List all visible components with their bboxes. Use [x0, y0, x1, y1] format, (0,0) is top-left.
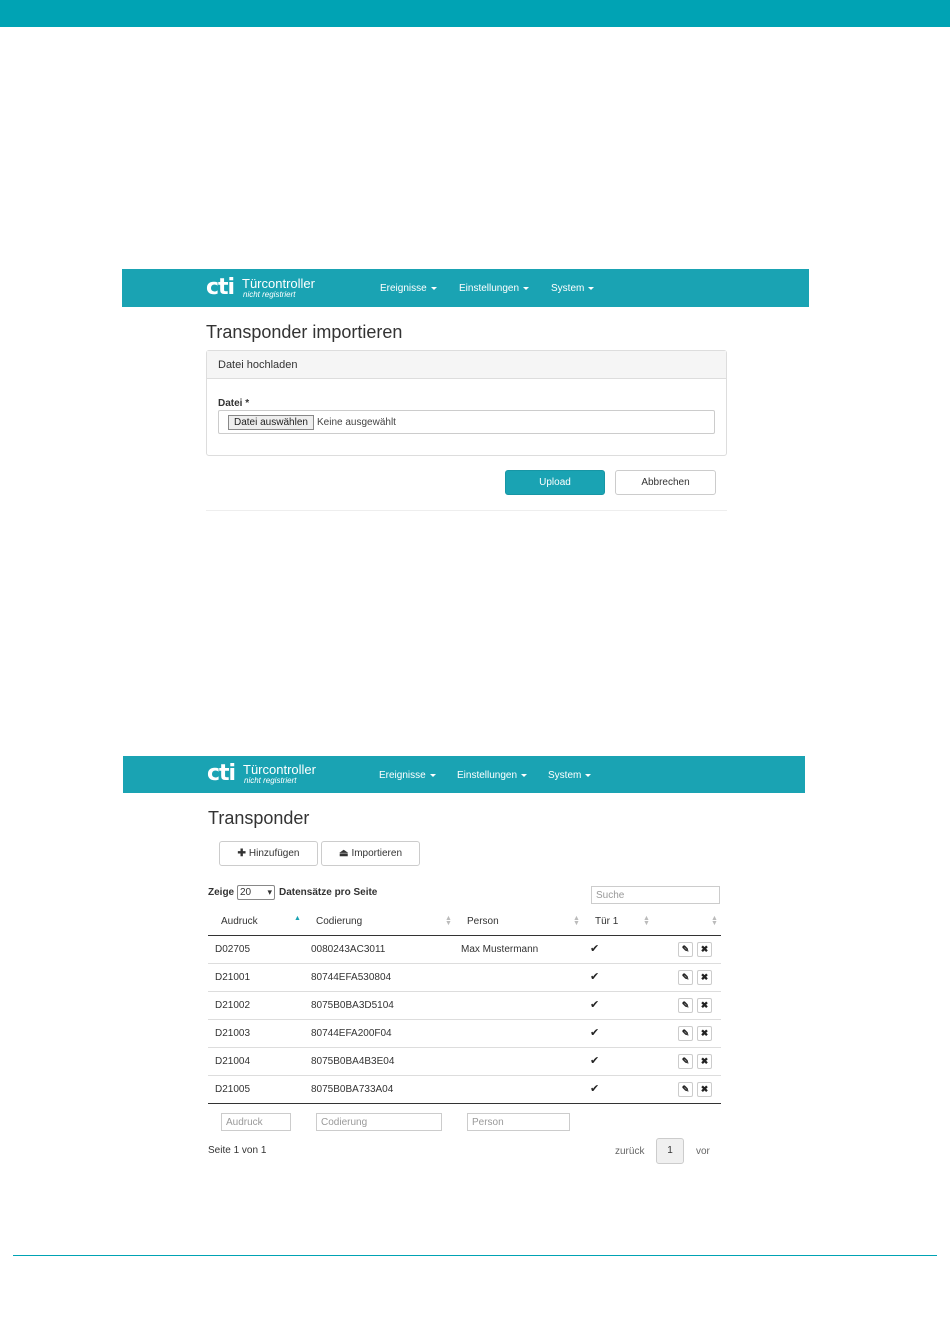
delete-icon[interactable]: ✖ [697, 1026, 712, 1041]
table-header [208, 908, 721, 936]
menu-label: System [551, 283, 585, 294]
table-row [208, 1076, 721, 1104]
import-icon: ⏏ [338, 848, 349, 859]
edit-icon[interactable]: ✎ [678, 1082, 693, 1097]
menu-einstellungen[interactable] [459, 283, 529, 294]
transponder-list-screen [123, 756, 806, 1166]
col-codierung[interactable]: Codierung [316, 916, 363, 927]
sort-icon[interactable]: ▲ ▼ [445, 915, 452, 927]
edit-icon[interactable]: ✎ [678, 1054, 693, 1069]
panel-heading: Datei hochladen [207, 351, 726, 379]
col-person[interactable]: Person [467, 916, 499, 927]
navbar [123, 756, 805, 793]
cell-codierung: 0080243AC3011 [311, 944, 386, 955]
cell-audruck: D02705 [215, 944, 251, 955]
document-bottom-rule [13, 1255, 937, 1256]
file-status: Keine ausgewählt [317, 417, 396, 428]
cell-audruck: D21002 [215, 1000, 251, 1011]
file-label: Datei * [218, 398, 250, 409]
cell-codierung: 8075B0BA4B3E04 [311, 1056, 395, 1067]
menu-system[interactable] [551, 283, 594, 294]
menu-label: System [548, 770, 582, 781]
menu-label: Ereignisse [379, 770, 426, 781]
table-body [208, 936, 721, 1104]
cell-audruck: D21004 [215, 1056, 251, 1067]
sort-icon[interactable]: ▲ ▼ [643, 915, 650, 927]
pager-current-page[interactable]: 1 [656, 1138, 684, 1164]
divider [206, 510, 727, 511]
cell-codierung: 8075B0BA733A04 [311, 1084, 394, 1095]
cell-codierung: 80744EFA530804 [311, 972, 392, 983]
caret-down-icon [521, 774, 527, 777]
filter-audruck[interactable]: Audruck [221, 1113, 291, 1131]
caret-down-icon [431, 287, 437, 290]
table-row [208, 936, 721, 964]
col-audruck[interactable]: Audruck [221, 916, 258, 927]
document-top-bar [0, 0, 950, 27]
table-row [208, 992, 721, 1020]
navbar [122, 269, 809, 307]
delete-icon[interactable]: ✖ [697, 970, 712, 985]
menu-einstellungen[interactable] [457, 770, 527, 781]
import-screen [122, 269, 809, 519]
cancel-button[interactable]: Abbrechen [615, 470, 716, 495]
sort-icon[interactable]: ▲ ▼ [711, 915, 718, 927]
import-button[interactable] [321, 841, 420, 866]
pager-next[interactable]: vor [696, 1146, 710, 1157]
edit-icon[interactable]: ✎ [678, 970, 693, 985]
check-icon: ✔ [590, 1027, 600, 1039]
delete-icon[interactable]: ✖ [697, 998, 712, 1013]
cell-audruck: D21001 [215, 972, 251, 983]
menu-label: Einstellungen [457, 770, 518, 781]
menu-system[interactable] [548, 770, 591, 781]
check-icon: ✔ [590, 1055, 600, 1067]
cell-audruck: D21005 [215, 1084, 251, 1095]
cti-logo[interactable]: cti [206, 275, 235, 300]
delete-icon[interactable]: ✖ [697, 1082, 712, 1097]
edit-icon[interactable]: ✎ [678, 942, 693, 957]
table-row [208, 1048, 721, 1076]
filter-person[interactable]: Person [467, 1113, 570, 1131]
upload-panel [206, 350, 727, 456]
menu-ereignisse[interactable] [379, 770, 436, 781]
upload-button[interactable]: Upload [505, 470, 605, 495]
table-row [208, 964, 721, 992]
cti-logo[interactable]: cti [207, 761, 236, 786]
page-length-value: 20 [240, 887, 252, 898]
pager-prev[interactable]: zurück [615, 1146, 645, 1157]
menu-label: Einstellungen [459, 283, 520, 294]
check-icon: ✔ [590, 943, 600, 955]
page-info: Seite 1 von 1 [208, 1145, 267, 1156]
sort-icon[interactable]: ▲ ▼ [573, 915, 580, 927]
plus-icon: ✚ [237, 848, 246, 859]
menu-label: Ereignisse [380, 283, 427, 294]
choose-file-button[interactable]: Datei auswählen [228, 415, 314, 430]
caret-down-icon [585, 774, 591, 777]
cell-codierung: 8075B0BA3D5104 [311, 1000, 394, 1011]
brand-name: Türcontroller [243, 762, 316, 777]
brand-name: Türcontroller [242, 276, 315, 291]
menu-ereignisse[interactable] [380, 283, 437, 294]
col-tuer1[interactable]: Tür 1 [595, 916, 619, 927]
caret-down-icon [588, 287, 594, 290]
page-title: Transponder [208, 808, 310, 828]
import-button-label: Importieren [351, 848, 403, 859]
page-title: Transponder importieren [206, 322, 403, 342]
cell-codierung: 80744EFA200F04 [311, 1028, 392, 1039]
check-icon: ✔ [590, 1083, 600, 1095]
page-length-select[interactable] [237, 885, 275, 900]
cell-audruck: D21003 [215, 1028, 251, 1039]
filter-codierung[interactable]: Codierung [316, 1113, 442, 1131]
check-icon: ✔ [590, 971, 600, 983]
length-suffix: Datensätze pro Seite [279, 887, 378, 898]
add-button-label: Hinzufügen [248, 848, 300, 859]
file-input[interactable] [218, 410, 715, 434]
add-button[interactable] [219, 841, 318, 866]
edit-icon[interactable]: ✎ [678, 998, 693, 1013]
brand-subtitle: nicht registriert [243, 290, 296, 299]
check-icon: ✔ [590, 999, 600, 1011]
transponder-table [208, 908, 721, 1104]
edit-icon[interactable]: ✎ [678, 1026, 693, 1041]
delete-icon[interactable]: ✖ [697, 1054, 712, 1069]
caret-down-icon [523, 287, 529, 290]
brand-subtitle: nicht registriert [244, 776, 297, 785]
cell-person: Max Mustermann [461, 944, 539, 955]
delete-icon[interactable]: ✖ [697, 942, 712, 957]
sort-asc-icon[interactable]: ▲ [294, 915, 301, 922]
caret-down-icon [430, 774, 436, 777]
search-input[interactable]: Suche [591, 886, 720, 904]
table-row [208, 1020, 721, 1048]
length-prefix: Zeige [208, 887, 235, 898]
